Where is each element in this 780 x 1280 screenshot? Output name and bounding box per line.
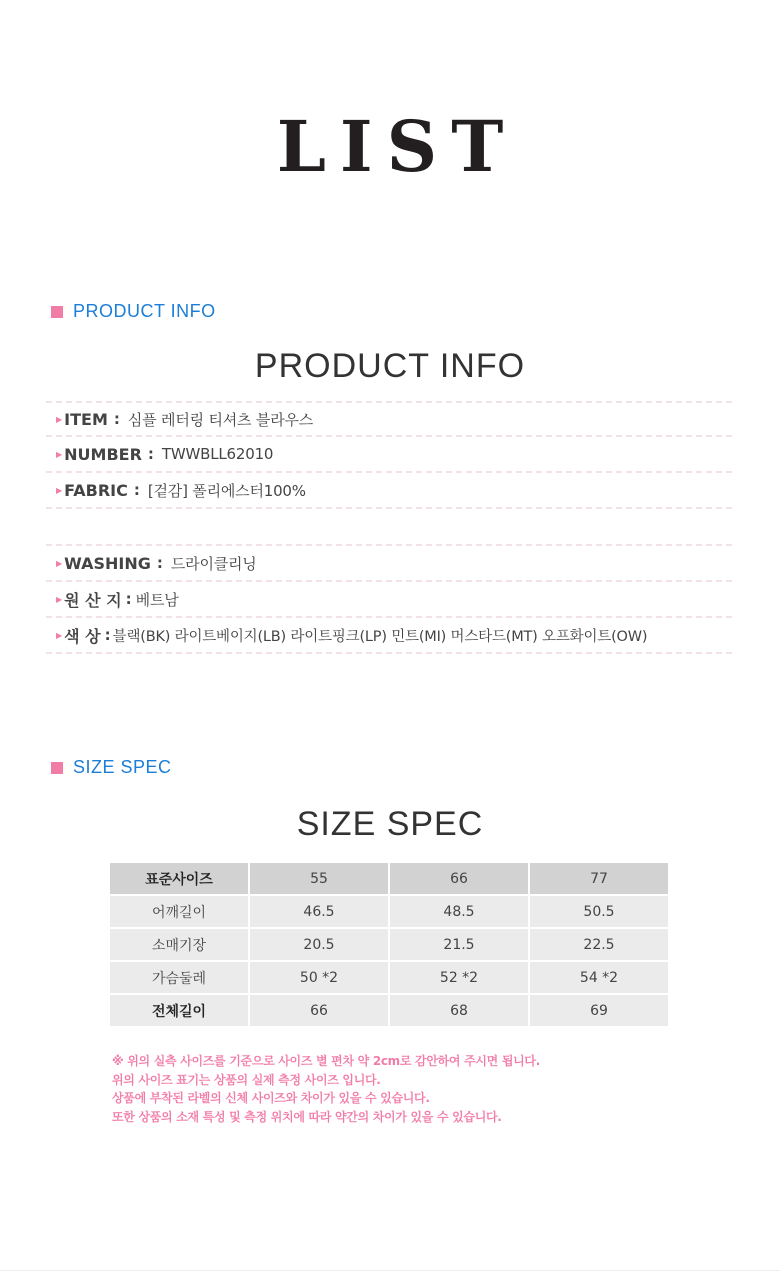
size-spec-section-label (51, 757, 172, 778)
size-spec-label-text: SIZE SPEC (73, 757, 172, 777)
bullet-arrow-icon: ▶ (56, 414, 63, 424)
product-info-section-label (51, 301, 216, 322)
product-info-label-text: PRODUCT INFO (73, 301, 216, 321)
table-cell: 22.5 (530, 929, 668, 960)
info-label: 색 상 (64, 626, 101, 646)
pink-square-icon (51, 762, 63, 774)
info-label: WASHING (64, 553, 151, 573)
table-cell: 50.5 (530, 896, 668, 927)
info-label: NUMBER (64, 444, 142, 464)
table-cell: 21.5 (390, 929, 528, 960)
bullet-arrow-icon: ▶ (56, 630, 63, 640)
size-spec-title: SIZE SPEC (296, 805, 484, 843)
bullet-arrow-icon: ▶ (56, 449, 63, 459)
info-colon: : (104, 626, 111, 644)
table-row-label: 소매기장 (110, 929, 248, 960)
product-info-list (46, 401, 732, 654)
table-cell: 68 (390, 995, 528, 1026)
table-row-label: 가슴둘레 (110, 962, 248, 993)
info-row-item (46, 401, 732, 437)
info-row-number (46, 437, 732, 473)
info-row-blank (46, 509, 732, 546)
info-row-origin (46, 582, 732, 618)
table-header-cell: 55 (250, 863, 388, 894)
table-row (110, 962, 668, 993)
table-cell: 52 *2 (390, 962, 528, 993)
bullet-arrow-icon: ▶ (56, 485, 63, 495)
size-note-line: ※ 위의 실측 사이즈를 기준으로 사이즈 별 편차 약 2cm로 감안하여 주시면 됩니다. (112, 1054, 540, 1068)
info-value: TWWBLL62010 (161, 445, 274, 463)
table-row (110, 995, 668, 1026)
table-header-cell: 66 (390, 863, 528, 894)
info-label: ITEM (64, 409, 108, 429)
table-row-label: 전체길이 (110, 995, 248, 1026)
bottom-divider (0, 1270, 780, 1271)
bullet-arrow-icon: ▶ (56, 594, 63, 604)
table-cell: 69 (530, 995, 668, 1026)
table-cell: 50 *2 (250, 962, 388, 993)
info-colon: : (156, 554, 163, 572)
product-info-title: PRODUCT INFO (254, 347, 526, 385)
table-row-label: 어깨길이 (110, 896, 248, 927)
info-row-fabric (46, 473, 732, 509)
size-notes (112, 1052, 540, 1126)
table-cell: 54 *2 (530, 962, 668, 993)
size-note-line: 상품에 부착된 라벨의 신체 사이즈와 차이가 있을 수 있습니다. (112, 1091, 430, 1105)
info-value: 드라이클리닝 (170, 554, 257, 573)
table-header-cell: 77 (530, 863, 668, 894)
table-header-row (110, 863, 668, 894)
info-colon: : (133, 481, 140, 499)
info-row-washing (46, 546, 732, 582)
info-label: FABRIC (64, 480, 128, 500)
table-cell: 66 (250, 995, 388, 1026)
info-colon: : (113, 410, 120, 428)
table-header-cell: 표준사이즈 (110, 863, 248, 894)
info-value: 심플 레터링 티셔츠 블라우스 (127, 410, 314, 429)
table-row (110, 929, 668, 960)
info-value: 블랙(BK) 라이트베이지(LB) 라이트핑크(LP) 민트(MI) 머스타드(MT) 오프화이트(OW) (112, 628, 648, 645)
size-note-line: 위의 사이즈 표기는 상품의 실제 측정 사이즈 입니다. (112, 1072, 381, 1087)
table-row (110, 896, 668, 927)
brand-logo: LIST (276, 105, 518, 188)
bullet-arrow-icon: ▶ (56, 558, 63, 568)
info-colon: : (147, 445, 154, 463)
info-row-color (46, 618, 732, 654)
info-value: [겉감] 폴리에스터100% (147, 481, 306, 500)
info-label: 원 산 지 (64, 590, 122, 610)
size-spec-table (108, 861, 670, 1028)
table-cell: 46.5 (250, 896, 388, 927)
table-cell: 48.5 (390, 896, 528, 927)
info-value: 베트남 (135, 590, 179, 609)
info-colon: : (125, 590, 132, 608)
pink-square-icon (51, 306, 63, 318)
size-note-line: 또한 상품의 소재 특성 및 측정 위치에 따라 약간의 차이가 있을 수 있습니다. (112, 1109, 502, 1124)
table-cell: 20.5 (250, 929, 388, 960)
